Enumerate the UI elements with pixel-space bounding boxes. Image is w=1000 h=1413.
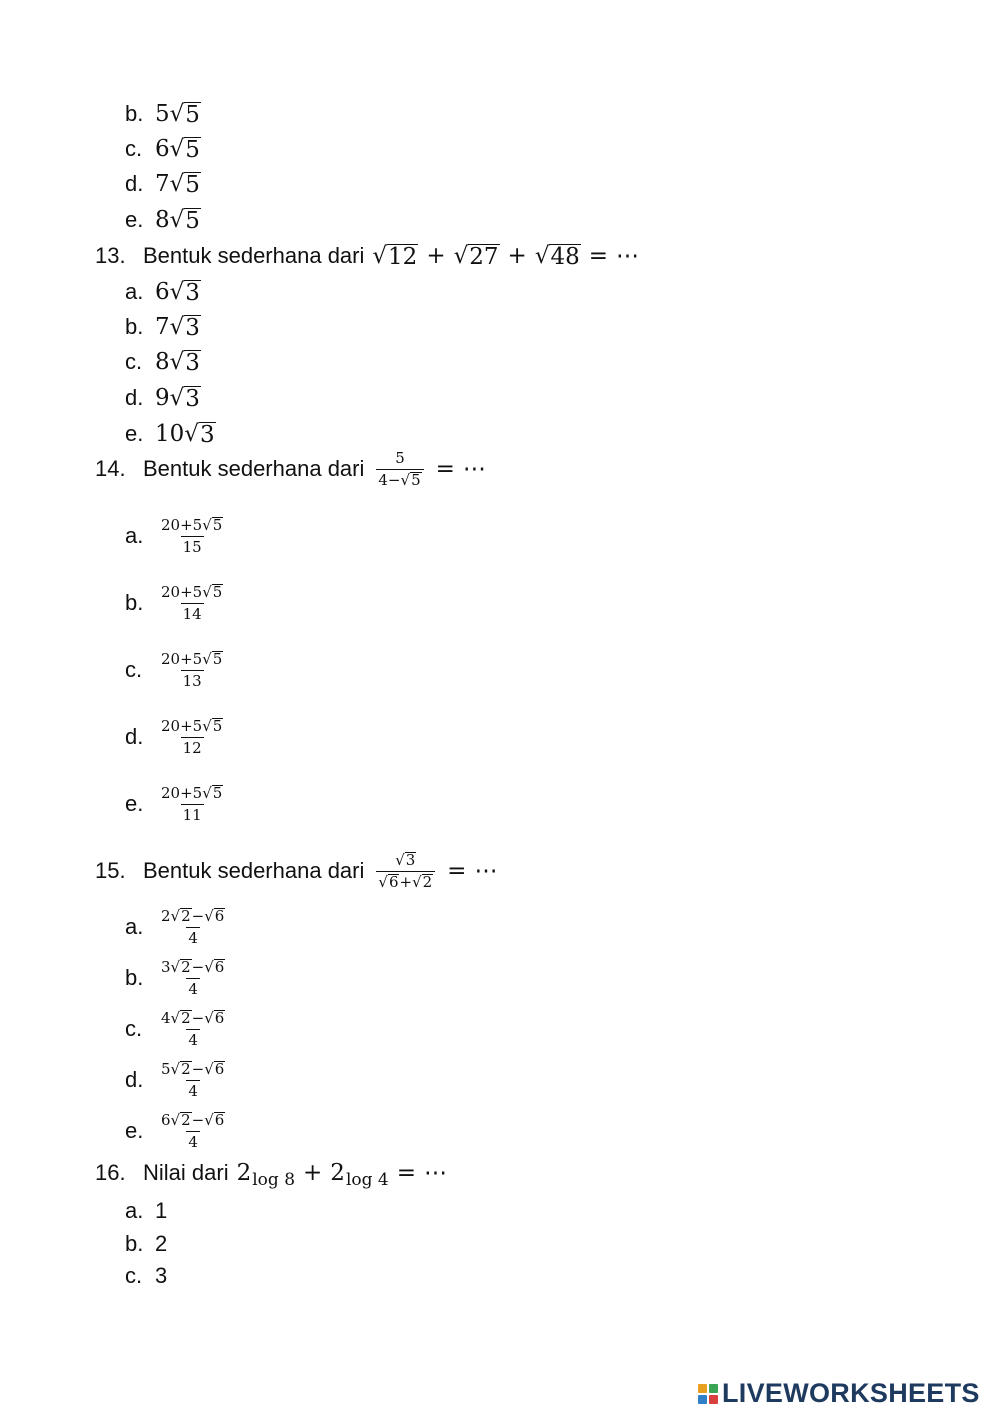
- q14-option-c[interactable]: [125, 651, 229, 689]
- option-math: 6 √ 3: [155, 279, 200, 306]
- q14-option-d[interactable]: [125, 718, 229, 756]
- question-number: 14.: [95, 456, 126, 482]
- q16-option-a[interactable]: [125, 1198, 175, 1224]
- option-label: c.: [125, 136, 143, 161]
- option-label: a.: [125, 279, 144, 304]
- option-math: 7 √ 5: [155, 171, 200, 198]
- logo-square-4: [709, 1395, 718, 1404]
- option-math: 7 √ 3: [155, 314, 200, 341]
- liveworksheets-logo[interactable]: [698, 1378, 980, 1409]
- option-label: c.: [125, 1016, 143, 1042]
- q15-option-e[interactable]: [125, 1112, 231, 1150]
- option-label: b.: [125, 965, 144, 991]
- option-math: 5 √ 5: [155, 101, 200, 128]
- q15-option-b[interactable]: [125, 959, 231, 997]
- question-number: 13.: [95, 243, 126, 268]
- logo-square-2: [709, 1384, 718, 1393]
- q13-option-c[interactable]: [125, 349, 201, 375]
- option-label: a.: [125, 523, 144, 549]
- option-math: 6 √ 2 − √ 6 4: [161, 1111, 225, 1151]
- option-label: d.: [125, 171, 144, 196]
- q14-option-a[interactable]: [125, 517, 229, 555]
- q15-option-a[interactable]: [125, 908, 231, 946]
- option-value: 2: [155, 1231, 168, 1256]
- option-math: 6 √ 5: [155, 136, 200, 163]
- option-label: e.: [125, 791, 144, 817]
- option-label: e.: [125, 1118, 144, 1144]
- brand-name: LIVEWORKSHEETS: [722, 1378, 980, 1408]
- q14-option-e[interactable]: [125, 785, 229, 823]
- option-math: 3 √ 2 − √ 6 4: [161, 958, 225, 998]
- option-math: 2 √ 2 − √ 6 4: [161, 907, 225, 947]
- q16-option-b[interactable]: [125, 1231, 175, 1257]
- q13-option-d[interactable]: [125, 385, 201, 411]
- option-label: e.: [125, 421, 144, 446]
- option-label: d.: [125, 1067, 144, 1093]
- option-value: 1: [155, 1198, 168, 1223]
- option-label: a.: [125, 914, 144, 940]
- option-label: d.: [125, 724, 144, 750]
- option-math: 8 √ 3: [155, 349, 200, 376]
- question-text: Nilai dari: [143, 1160, 229, 1185]
- option-value: 3: [155, 1263, 168, 1288]
- q13-option-b[interactable]: [125, 314, 201, 340]
- q13-option-a[interactable]: [125, 279, 201, 305]
- question-14: [95, 450, 486, 488]
- question-15: [95, 852, 497, 891]
- question-expression: √ 12 + √ 27 + √ 48 = ⋯: [372, 243, 640, 270]
- option-label: d.: [125, 385, 144, 410]
- option-label: a.: [125, 1198, 144, 1223]
- q12-option-d[interactable]: [125, 171, 201, 197]
- option-math: 20+5 √ 5 12: [161, 717, 223, 757]
- q12-option-b[interactable]: [125, 101, 201, 127]
- question-number: 16.: [95, 1160, 126, 1185]
- question-expression: 2 log 8 + 2 log 4 = ⋯: [236, 1160, 447, 1190]
- option-math: 5 √ 2 − √ 6 4: [161, 1060, 225, 1100]
- option-label: c.: [125, 1263, 143, 1288]
- fraction: √ 3 √ 6 + √ 2: [376, 852, 435, 891]
- option-math: 8 √ 5: [155, 207, 200, 234]
- option-label: c.: [125, 657, 143, 683]
- question-text: Bentuk sederhana dari: [143, 858, 365, 884]
- q16-option-c[interactable]: [125, 1263, 175, 1289]
- option-math: 10 √ 3: [155, 421, 215, 448]
- question-expression: √ 3 √ 6 + √ 2 = ⋯: [378, 851, 498, 891]
- option-math: 20+5 √ 5 15: [161, 516, 223, 556]
- option-math: 20+5 √ 5 11: [161, 784, 223, 824]
- option-math: 4 √ 2 − √ 6 4: [161, 1009, 225, 1049]
- question-16: [95, 1160, 447, 1190]
- q15-option-c[interactable]: [125, 1010, 231, 1048]
- option-label: b.: [125, 1231, 144, 1256]
- logo-square-3: [698, 1395, 707, 1404]
- option-math: 20+5 √ 5 13: [161, 650, 223, 690]
- liveworksheets-logo-icon: [698, 1384, 718, 1404]
- option-label: c.: [125, 349, 143, 374]
- option-math: 20+5 √ 5 14: [161, 583, 223, 623]
- option-label: b.: [125, 314, 144, 339]
- question-text: Bentuk sederhana dari: [143, 243, 365, 268]
- question-13: [95, 243, 639, 269]
- fraction: 5 4 − √ 5: [376, 450, 423, 488]
- option-math: 9 √ 3: [155, 385, 200, 412]
- question-text: Bentuk sederhana dari: [143, 456, 365, 482]
- q12-option-c[interactable]: [125, 136, 201, 162]
- q12-option-e[interactable]: [125, 207, 201, 233]
- option-label: b.: [125, 590, 144, 616]
- q15-option-d[interactable]: [125, 1061, 231, 1099]
- q13-option-e[interactable]: [125, 421, 216, 447]
- q14-option-b[interactable]: [125, 584, 229, 622]
- option-label: e.: [125, 207, 144, 232]
- option-label: b.: [125, 101, 144, 126]
- question-expression: 5 4 − √ 5 = ⋯: [378, 449, 486, 489]
- question-number: 15.: [95, 858, 126, 884]
- logo-square-1: [698, 1384, 707, 1393]
